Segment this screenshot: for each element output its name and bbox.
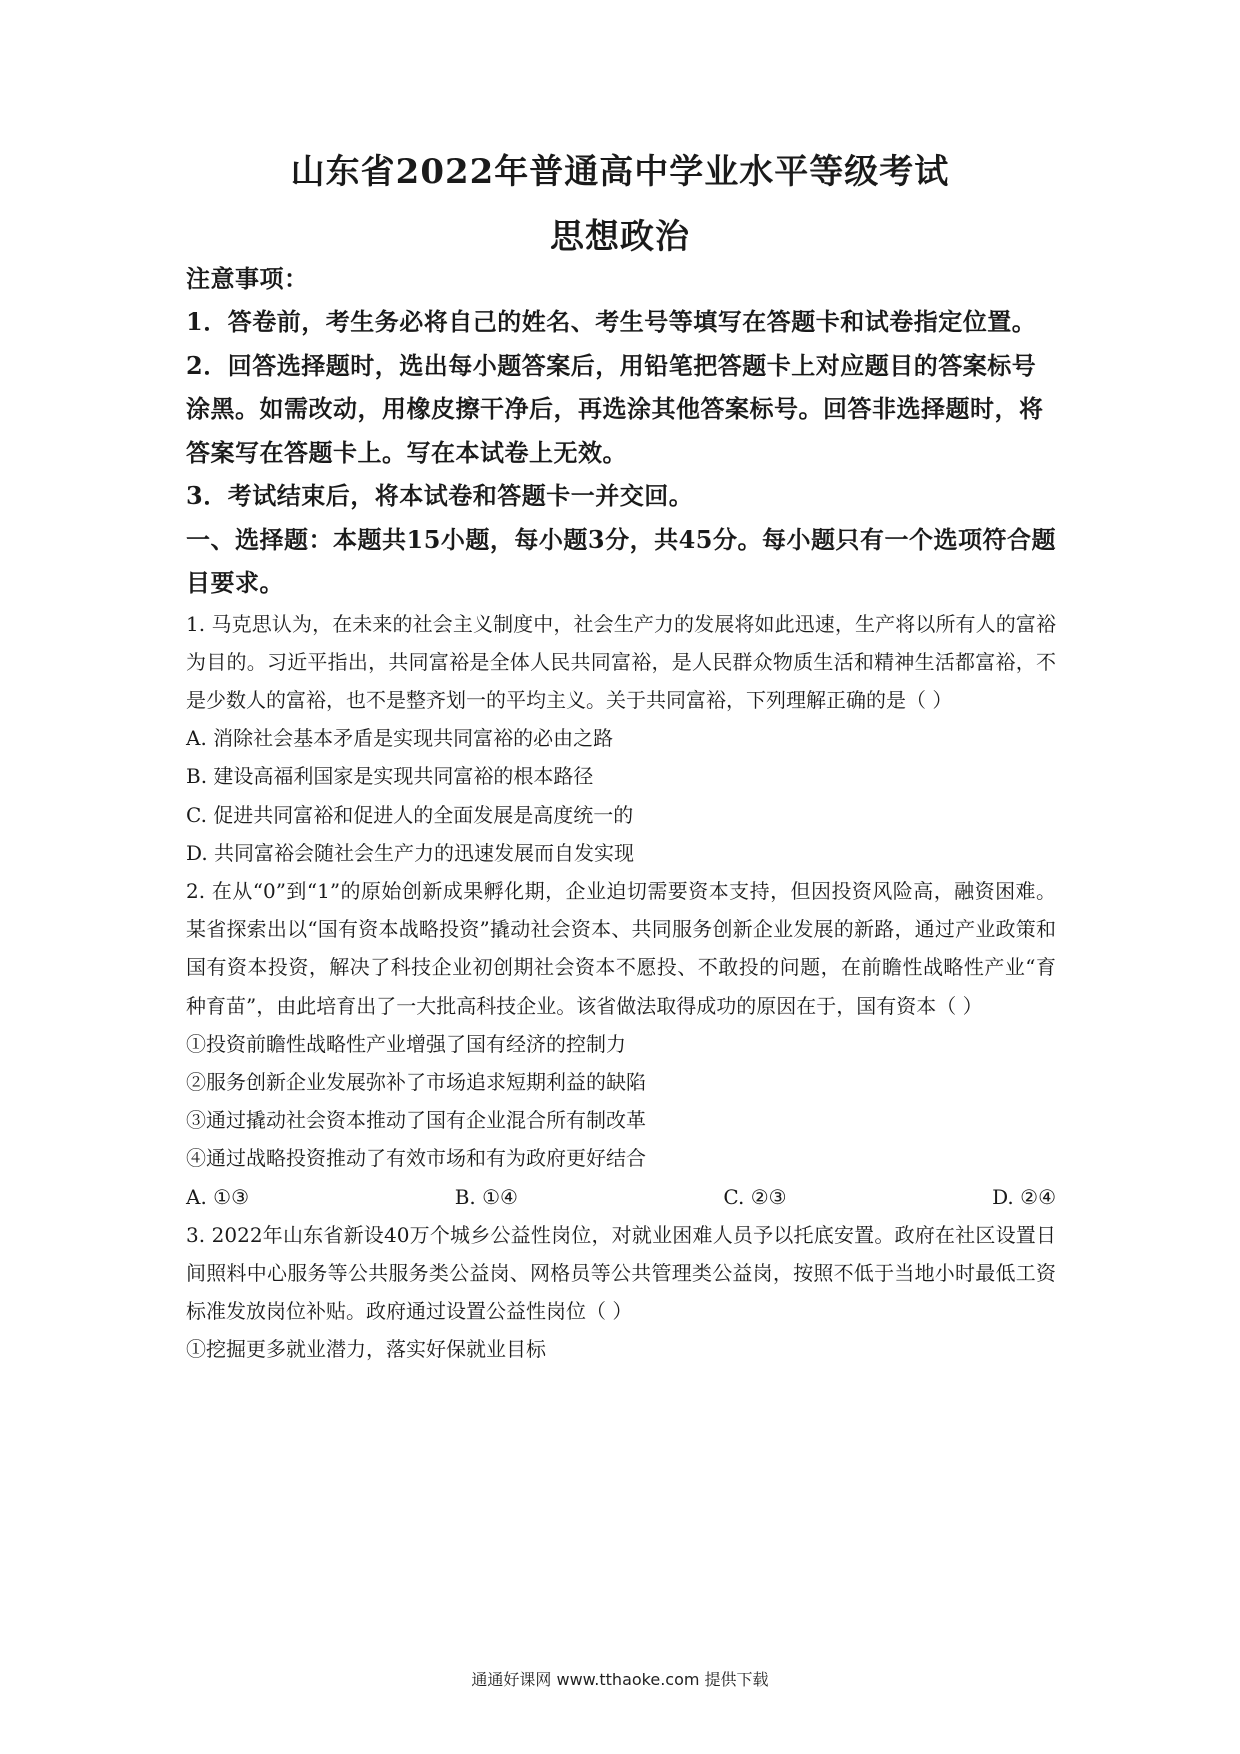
option-d: D. 共同富裕会随社会生产力的迅速发展而自发实现 (186, 840, 635, 865)
statement-2: ②服务创新企业发展弥补了市场追求短期利益的缺陷 (186, 1069, 646, 1094)
choice-c: C. ②③ (723, 1184, 787, 1209)
exam-subject: 思想政治 (550, 217, 690, 257)
notice-heading: 注意事项： (186, 264, 309, 293)
option-a: A. 消除社会基本矛盾是实现共同富裕的必由之路 (186, 726, 614, 751)
statement-1: ①挖掘更多就业潜力，落实好保就业目标 (186, 1337, 546, 1362)
choice-b: B. ①④ (454, 1184, 518, 1209)
notice-item: 2．回答选择题时，选出每小题答案后，用铅笔把答题卡上对应题目的答案标号涂黑。如需改动，用橡皮擦干净后，再选涂其他答案标号。回答非选择题时，将答案写在答题卡上。写在本试卷上无效。 (186, 350, 1044, 467)
exam-title: 山东省2022年普通高中学业水平等级考试 (290, 152, 950, 192)
notice-item: 3．考试结束后，将本试卷和答题卡一并交回。 (186, 481, 694, 510)
choice-d: D. ②④ (992, 1184, 1057, 1209)
question-stem: 1. 马克思认为，在未来的社会主义制度中，社会生产力的发展将如此迅速，生产将以所有人的富裕为目的。习近平指出，共同富裕是全体人民共同富裕，是人民群众物质生活和精神生活都富裕，不是少数人的富裕，也不是整齐划一的平均主义。关于共同富裕，下列理解正确的是（ ） (186, 611, 1056, 712)
statement-4: ④通过战略投资推动了有效市场和有为政府更好结合 (186, 1146, 646, 1171)
page-footer: 通通好课网 www.tthaoke.com 提供下载 (471, 1670, 769, 1689)
section-heading: 一、选择题：本题共15小题，每小题3分，共45分。每小题只有一个选项符合题目要求。 (186, 524, 1056, 597)
statement-1: ①投资前瞻性战略性产业增强了国有经济的控制力 (186, 1031, 626, 1056)
question-2 (186, 872, 1056, 1216)
answer-choices (186, 1178, 1056, 1216)
question-1 (186, 605, 1056, 872)
question-stem: 2. 在从“0”到“1”的原始创新成果孵化期，企业迫切需要资本支持，但因投资风险高，融资困难。某省探索出以“国有资本战略投资”撬动社会资本、共同服务创新企业发展的新路，通过产业政策和国有资本投资，解决了科技企业初创期社会资本不愿投、不敢投的问题，在前瞻性战略性产业“育种育苗”，由此培育出了一大批高科技企业。该省做法取得成功的原因在于，国有资本（ ） (186, 878, 1056, 1018)
option-c: C. 促进共同富裕和促进人的全面发展是高度统一的 (186, 802, 634, 827)
question-3 (186, 1216, 1056, 1369)
statement-3: ③通过撬动社会资本推动了国有企业混合所有制改革 (186, 1108, 646, 1133)
option-b: B. 建设高福利国家是实现共同富裕的根本路径 (186, 764, 594, 789)
question-stem: 3. 2022年山东省新设40万个城乡公益性岗位，对就业困难人员予以托底安置。政府在社区设置日间照料中心服务等公共服务类公益岗、网格员等公共管理类公益岗，按照不低于当地小时最低工资标准发放岗位补贴。政府通过设置公益性岗位（ ） (186, 1222, 1056, 1324)
choice-a: A. ①③ (186, 1184, 250, 1209)
notice-item: 1．答卷前，考生务必将自己的姓名、考生号等填写在答题卡和试卷指定位置。 (186, 307, 1037, 336)
exam-content (186, 258, 1056, 1369)
